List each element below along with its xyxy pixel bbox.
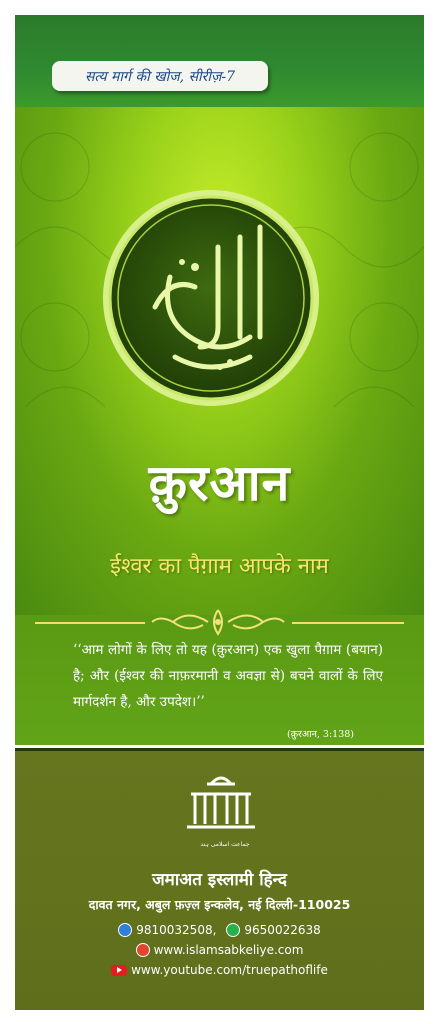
- address: दावत नगर, अबुल फ़ज़्ल इन्कलेव, नई दिल्ली-110025: [88, 897, 351, 912]
- subtitle: ईश्वर का पैग़ाम आपके नाम: [110, 554, 329, 579]
- quote-reference: (क़ुरआन, 3:138): [287, 729, 354, 740]
- series-tag: सत्य मार्ग की खोज, सीरीज़-7: [52, 61, 268, 91]
- whatsapp-icon: [226, 923, 240, 937]
- website-link[interactable]: www.islamsabkeliye.com: [153, 943, 304, 957]
- phone-number-2[interactable]: 9650022638: [244, 923, 321, 937]
- website-row: [15, 943, 424, 957]
- phone-number-1[interactable]: 9810032508,: [136, 923, 217, 937]
- quran-calligraphy-seal: [100, 187, 322, 409]
- poster: [15, 15, 424, 1010]
- quote-text: ‘‘आम लोगों के लिए तो यह (क़ुरआन) एक खुला पैग़ाम (बयान) है; और (ईश्वर की नाफ़रमानी व अवज्ञा से) बचने वालों के लिए मार्गदर्शन है, और उपदेश।’’: [73, 642, 383, 710]
- youtube-link[interactable]: www.youtube.com/truepathoflife: [131, 963, 328, 977]
- ornament-flourish-icon: [148, 605, 288, 639]
- quran-title: क़ुरआन: [148, 453, 291, 512]
- jamaat-logo-icon: [181, 772, 261, 834]
- youtube-row: [15, 963, 424, 977]
- logo-caption: جماعت اسلامی ہند: [200, 841, 250, 848]
- divider-right: [292, 622, 404, 624]
- organization-name: जमाअत इस्लामी हिन्द: [152, 870, 287, 890]
- divider-left: [35, 622, 145, 624]
- youtube-icon: [111, 965, 127, 976]
- phone-icon: [118, 923, 132, 937]
- phone-row: [15, 923, 424, 937]
- globe-icon: [136, 943, 150, 957]
